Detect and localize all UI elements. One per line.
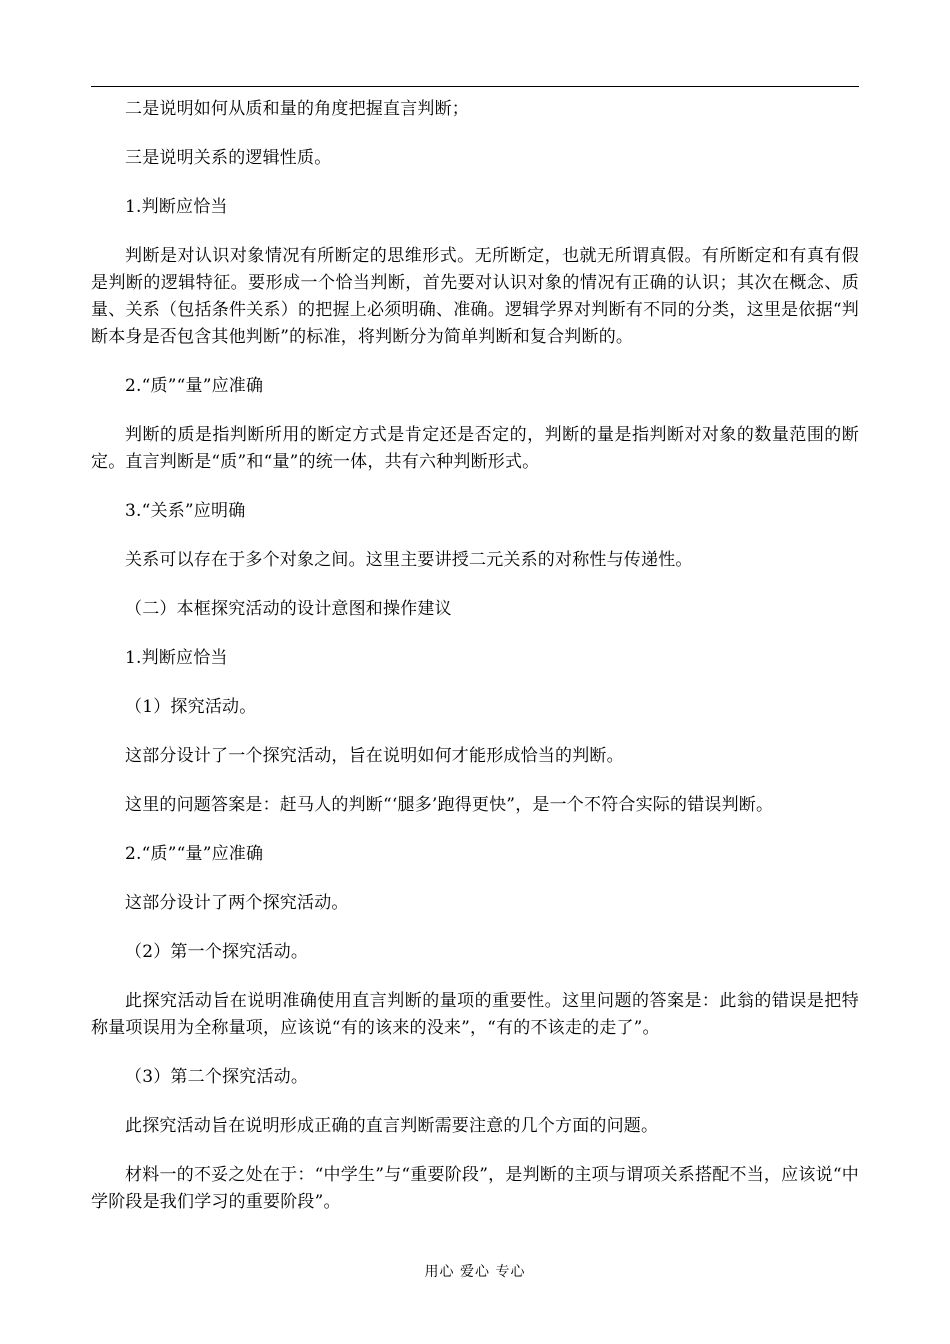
subsection-heading-2: （2）第一个探究活动。 <box>125 942 309 962</box>
paragraph-9: 此探究活动旨在说明准确使用直言判断的量项的重要性。这里问题的答案是：此翁的错误是把特称量项误用为全称量项，应该说“有的该来的没来”，“有的不该走的走了”。 <box>91 991 859 1038</box>
paragraph-7: 这里的问题答案是：赶马人的判断“‘腿多’跑得更快”，是一个不符合实际的错误判断。 <box>125 795 774 815</box>
section-heading-1: 1.判断应恰当 <box>125 197 228 217</box>
paragraph-10: 此探究活动旨在说明形成正确的直言判断需要注意的几个方面的问题。 <box>125 1116 659 1136</box>
paragraph-3: 判断是对认识对象情况有所断定的思维形式。无所断定，也就无所谓真假。有所断定和有真有假是判断的逻辑特征。要形成一个恰当判断，首先要对认识对象的情况有正确的认识；其次在概念、质量、关系（包括条件关系）的把握上必须明确、准确。逻辑学界对判断有不同的分类，这里是依据“判断本身是否包含其他判断”的标准，将判断分为简单判断和复合判断的。 <box>91 246 859 347</box>
paragraph-2: 三是说明关系的逻辑性质。 <box>125 148 332 168</box>
section-heading-2: 2.“质”“量”应准确 <box>125 376 264 396</box>
section-heading-3: 3.“关系”应明确 <box>125 501 246 521</box>
chapter-heading: （二）本框探究活动的设计意图和操作建议 <box>125 599 452 619</box>
paragraph-4: 判断的质是指判断所用的断定方式是肯定还是否定的，判断的量是指判断对对象的数量范围的断定。直言判断是“质”和“量”的统一体，共有六种判断形式。 <box>91 425 859 472</box>
paragraph-6: 这部分设计了一个探究活动，旨在说明如何才能形成恰当的判断。 <box>125 746 624 766</box>
subsection-heading-1: （1）探究活动。 <box>125 697 257 717</box>
paragraph-8: 这部分设计了两个探究活动。 <box>125 893 349 913</box>
section-heading-4: 1.判断应恰当 <box>125 648 228 668</box>
subsection-heading-3: （3）第二个探究活动。 <box>125 1067 309 1087</box>
paragraph-1: 二是说明如何从质和量的角度把握直言判断； <box>125 99 469 119</box>
page-footer: 用心 爱心 专心 <box>424 1264 526 1280</box>
section-heading-5: 2.“质”“量”应准确 <box>125 844 264 864</box>
document-body <box>91 96 859 1238</box>
header-rule <box>91 86 859 87</box>
paragraph-11: 材料一的不妥之处在于：“中学生”与“重要阶段”，是判断的主项与谓项关系搭配不当，应该说“中学阶段是我们学习的重要阶段”。 <box>91 1165 859 1212</box>
paragraph-5: 关系可以存在于多个对象之间。这里主要讲授二元关系的对称性与传递性。 <box>125 550 693 570</box>
